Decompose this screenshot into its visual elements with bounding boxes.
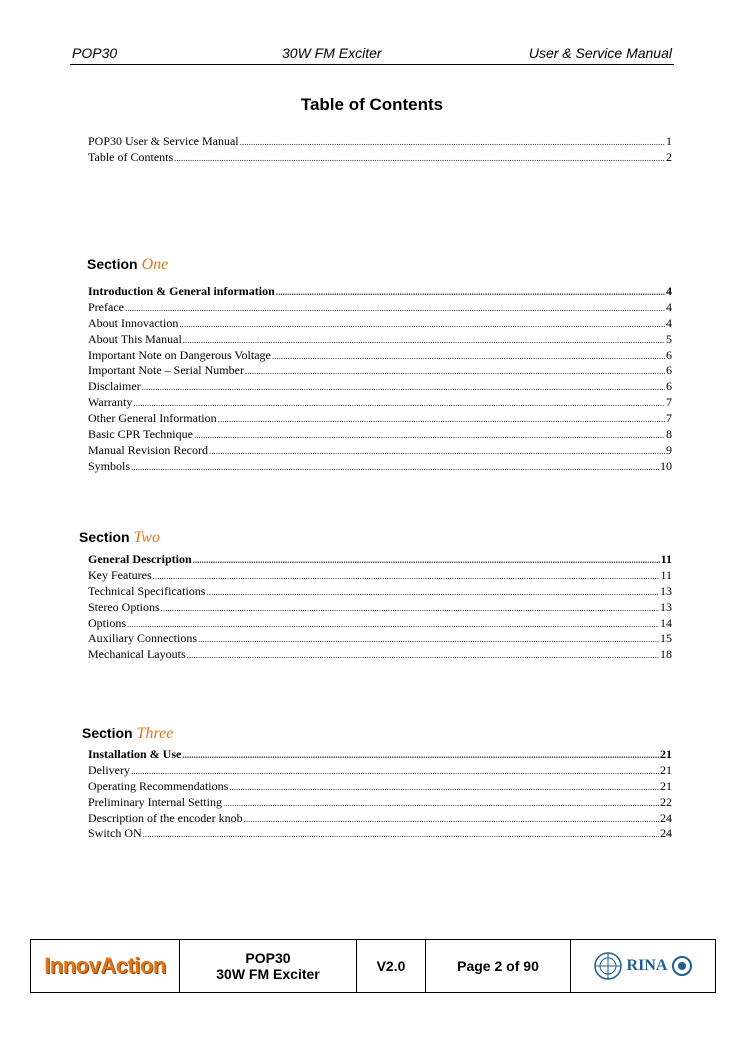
toc-entry[interactable] [88, 443, 672, 459]
section-label: Section [79, 529, 130, 545]
toc-entry-page: 21 [660, 747, 672, 761]
toc-entry-page: 9 [666, 442, 672, 457]
dot-leader [187, 648, 659, 664]
toc-entry-page: 21 [660, 778, 672, 793]
dot-leader [209, 444, 665, 460]
toc-entry-page: 6 [666, 347, 672, 362]
page-footer [30, 939, 716, 993]
toc-entry-page: 8 [666, 427, 672, 442]
dot-leader [127, 617, 659, 633]
toc-entry-page: 1 [666, 134, 672, 148]
toc-entry-title: Manual Revision Record [88, 442, 208, 457]
dot-leader [182, 748, 659, 764]
toc-entry[interactable] [88, 379, 672, 395]
toc-entry-page: 6 [666, 363, 672, 378]
toc-entry-page: 4 [666, 284, 672, 298]
toc-entry[interactable] [88, 284, 672, 300]
toc-entry-page: 2 [666, 149, 672, 164]
dot-leader [183, 333, 665, 349]
toc-entry[interactable] [88, 826, 672, 842]
toc-section-two [88, 552, 672, 663]
footer-cert-cell [571, 940, 715, 992]
toc-entry-title: Mechanical Layouts [88, 647, 186, 662]
dot-leader [229, 780, 659, 796]
toc-entry-page: 15 [660, 631, 672, 646]
toc-entry-title: Introduction & General information [88, 284, 275, 298]
toc-entry-page: 24 [660, 810, 672, 825]
toc-entry-page: 4 [666, 299, 672, 314]
toc-entry-title: Options [88, 615, 127, 630]
toc-entry-title: Switch ON [88, 826, 142, 841]
dot-leader [133, 396, 665, 412]
toc-entry-title: Other General Information [88, 411, 217, 426]
toc-entry-title: Warranty [88, 395, 133, 410]
dot-leader [153, 569, 660, 585]
toc-entry-title: Disclaimer [88, 379, 141, 394]
dot-leader [142, 380, 665, 396]
footer-page-of: of [506, 958, 520, 974]
page-header [70, 44, 674, 65]
toc-entry-page: 7 [666, 395, 672, 410]
page-title: Table of Contents [300, 95, 444, 114]
footer-version-cell [357, 940, 426, 992]
toc-entry-title: POP30 User & Service Manual [88, 134, 239, 148]
footer-page-total: 90 [523, 958, 539, 974]
toc-entry[interactable] [88, 647, 672, 663]
toc-entry[interactable] [88, 600, 672, 616]
toc-entry[interactable] [88, 747, 672, 763]
toc-entry-title: Preface [88, 299, 124, 314]
toc-entry[interactable] [88, 779, 672, 795]
toc-entry-title: Operating Recommendations [88, 778, 229, 793]
footer-version: V2.0 [376, 958, 406, 974]
section-number-word: One [141, 256, 169, 273]
footer-product-cell [180, 940, 357, 992]
toc-entry-title: Delivery [88, 762, 130, 777]
toc-entry[interactable] [88, 134, 672, 150]
toc-entry-page: 11 [660, 567, 672, 582]
toc-front-matter [88, 134, 672, 166]
toc-entry-title: Basic CPR Technique [88, 427, 193, 442]
toc-entry-title: General Description [88, 552, 192, 566]
globe-icon [593, 951, 623, 981]
toc-entry[interactable] [88, 568, 672, 584]
toc-entry-title: About Innovaction [88, 315, 179, 330]
dot-leader [245, 364, 665, 380]
toc-entry-page: 11 [660, 552, 672, 566]
toc-entry-title: Description of the encoder knob [88, 810, 243, 825]
seal-icon [671, 955, 693, 977]
toc-entry-title: Table of Contents [88, 149, 174, 164]
toc-entry[interactable] [88, 459, 672, 475]
toc-entry-title: Stereo Options [88, 599, 160, 614]
toc-entry[interactable] [88, 811, 672, 827]
toc-entry-page: 24 [660, 826, 672, 841]
toc-entry[interactable] [88, 616, 672, 632]
toc-entry[interactable] [88, 316, 672, 332]
toc-entry[interactable] [88, 795, 672, 811]
toc-entry[interactable] [88, 300, 672, 316]
footer-page-label: Page [457, 958, 491, 974]
section-label: Section [87, 256, 138, 272]
header-product: POP30 [72, 45, 118, 61]
dot-leader [244, 812, 659, 828]
footer-page-current: 2 [494, 958, 503, 974]
rina-text: RINA [626, 957, 668, 974]
section-number-word: Three [136, 725, 174, 742]
toc-entry-title: Important Note on Dangerous Voltage [88, 347, 271, 362]
toc-entry[interactable] [88, 427, 672, 443]
toc-entry[interactable] [88, 552, 672, 568]
footer-page-cell [426, 940, 571, 992]
toc-entry-page: 14 [660, 615, 672, 630]
toc-entry-page: 18 [660, 647, 672, 662]
toc-entry-title: About This Manual [88, 331, 182, 346]
dot-leader [131, 460, 659, 476]
header-title: 30W FM Exciter [282, 45, 382, 61]
dot-leader [223, 796, 659, 812]
toc-entry[interactable] [88, 584, 672, 600]
section-three-heading [82, 725, 173, 743]
toc-entry-page: 6 [666, 379, 672, 394]
toc-entry-title: Important Note – Serial Number [88, 363, 244, 378]
dot-leader [194, 428, 665, 444]
footer-product: POP30 [245, 950, 291, 966]
dot-leader [174, 151, 665, 167]
toc-entry-title: Symbols [88, 458, 131, 473]
toc-entry[interactable] [88, 411, 672, 427]
toc-entry[interactable] [88, 763, 672, 779]
dot-leader [218, 412, 665, 428]
dot-leader [272, 349, 665, 365]
toc-entry-page: 4 [666, 315, 672, 330]
section-label: Section [82, 725, 133, 741]
header-manual: User & Service Manual [528, 45, 672, 61]
dot-leader [143, 827, 659, 843]
toc-entry[interactable] [88, 332, 672, 348]
section-one-heading [87, 256, 168, 274]
dot-leader [161, 601, 659, 617]
toc-entry-page: 21 [660, 762, 672, 777]
dot-leader [179, 317, 665, 333]
toc-entry-page: 13 [660, 599, 672, 614]
footer-logo-cell [31, 940, 180, 992]
dot-leader [206, 585, 659, 601]
toc-section-three [88, 747, 672, 842]
toc-entry-title: Key Features [88, 567, 152, 582]
dot-leader [125, 301, 665, 317]
dot-leader [193, 553, 660, 569]
toc-entry[interactable] [88, 348, 672, 364]
toc-entry[interactable] [88, 150, 672, 166]
toc-entry-title: Technical Specifications [88, 583, 206, 598]
dot-leader [240, 135, 665, 151]
toc-entry[interactable] [88, 395, 672, 411]
dot-leader [131, 764, 659, 780]
rina-certification-logo [593, 951, 694, 981]
toc-entry[interactable] [88, 363, 672, 379]
toc-entry-page: 7 [666, 411, 672, 426]
dot-leader [276, 285, 665, 301]
toc-entry-title: Auxiliary Connections [88, 631, 197, 646]
section-number-word: Two [133, 529, 160, 546]
footer-product-sub: 30W FM Exciter [216, 966, 320, 982]
toc-entry-page: 5 [666, 331, 672, 346]
section-two-heading [79, 529, 160, 547]
toc-section-one [88, 284, 672, 475]
toc-entry-title: Preliminary Internal Setting [88, 794, 222, 809]
toc-entry-page: 10 [660, 458, 672, 473]
innovaction-logo: InnovAction [44, 953, 166, 978]
toc-entry-page: 22 [660, 794, 672, 809]
toc-entry-page: 13 [660, 583, 672, 598]
dot-leader [198, 632, 659, 648]
toc-entry[interactable] [88, 631, 672, 647]
toc-entry-title: Installation & Use [88, 747, 182, 761]
